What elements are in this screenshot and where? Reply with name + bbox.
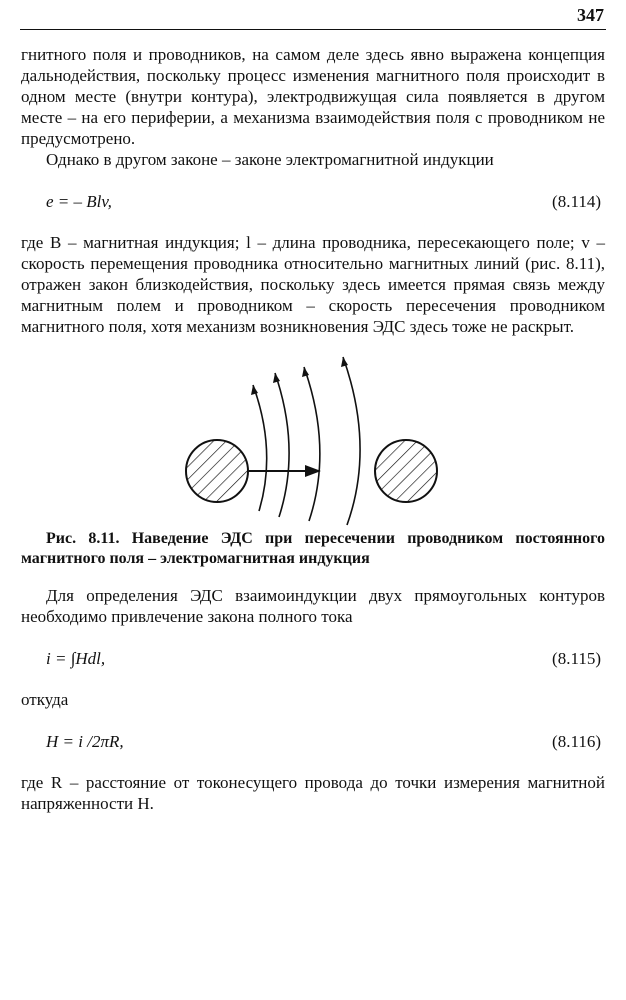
- equation-formula: e = – Blv,: [46, 191, 112, 211]
- equation-number: (8.115): [552, 648, 601, 668]
- paragraph-5: откуда: [21, 690, 69, 709]
- figure-caption: Рис. 8.11. Наведение ЭДС при пересечении проводником постоянного магнитного поля – электромагнитная индукция: [21, 530, 605, 567]
- equation-8-115: [21, 639, 605, 677]
- equation-8-114: [21, 182, 605, 220]
- paragraph-1: гнитного поля и проводников, на самом деле здесь явно выражена концепция дальнодействия, поскольку процесс изменения магнитного поля происходит в одном месте (внутри контура), электродвижущая сила появляется в другом месте – на его периферии, а механизма взаимодействия поля с проводником не предусмотрено.: [21, 45, 605, 148]
- paragraph-4: Для определения ЭДС взаимоиндукции двух прямоугольных контуров необходимо привлечение закона полного тока: [21, 586, 605, 626]
- equation-formula: i = ∫Hdl,: [46, 648, 106, 668]
- paragraph-3: где B – магнитная индукция; l – длина проводника, пересекающего поле; v – скорость перемещения проводника относительно магнитных линий (рис. 8.11), отражен закон близкодействия, поскольку здесь имеется прямая связь между магнитным полем и проводником – скорость пересечения проводником магнитного поля, хотя механизм возникновения ЭДС здесь тоже не раскрыт.: [21, 233, 605, 336]
- left-conductor: [186, 440, 248, 502]
- equation-formula: H = i /2πR,: [46, 731, 124, 751]
- field-lines: [253, 357, 360, 525]
- field-line-arrowheads: [251, 357, 348, 395]
- right-conductor: [375, 440, 437, 502]
- velocity-arrow: [248, 465, 321, 477]
- equation-number: (8.114): [552, 191, 601, 211]
- equation-8-116: [21, 722, 605, 760]
- induction-diagram: [21, 353, 605, 529]
- equation-number: (8.116): [552, 731, 601, 751]
- figure-8-11: [21, 353, 605, 529]
- paragraph-2: Однако в другом законе – законе электромагнитной индукции: [46, 150, 494, 169]
- paragraph-6: где R – расстояние от токонесущего провода до точки измерения магнитной напряженности H.: [21, 773, 605, 813]
- page-content: [21, 44, 605, 814]
- header-rule: [20, 29, 606, 30]
- page-number: 347: [577, 5, 604, 25]
